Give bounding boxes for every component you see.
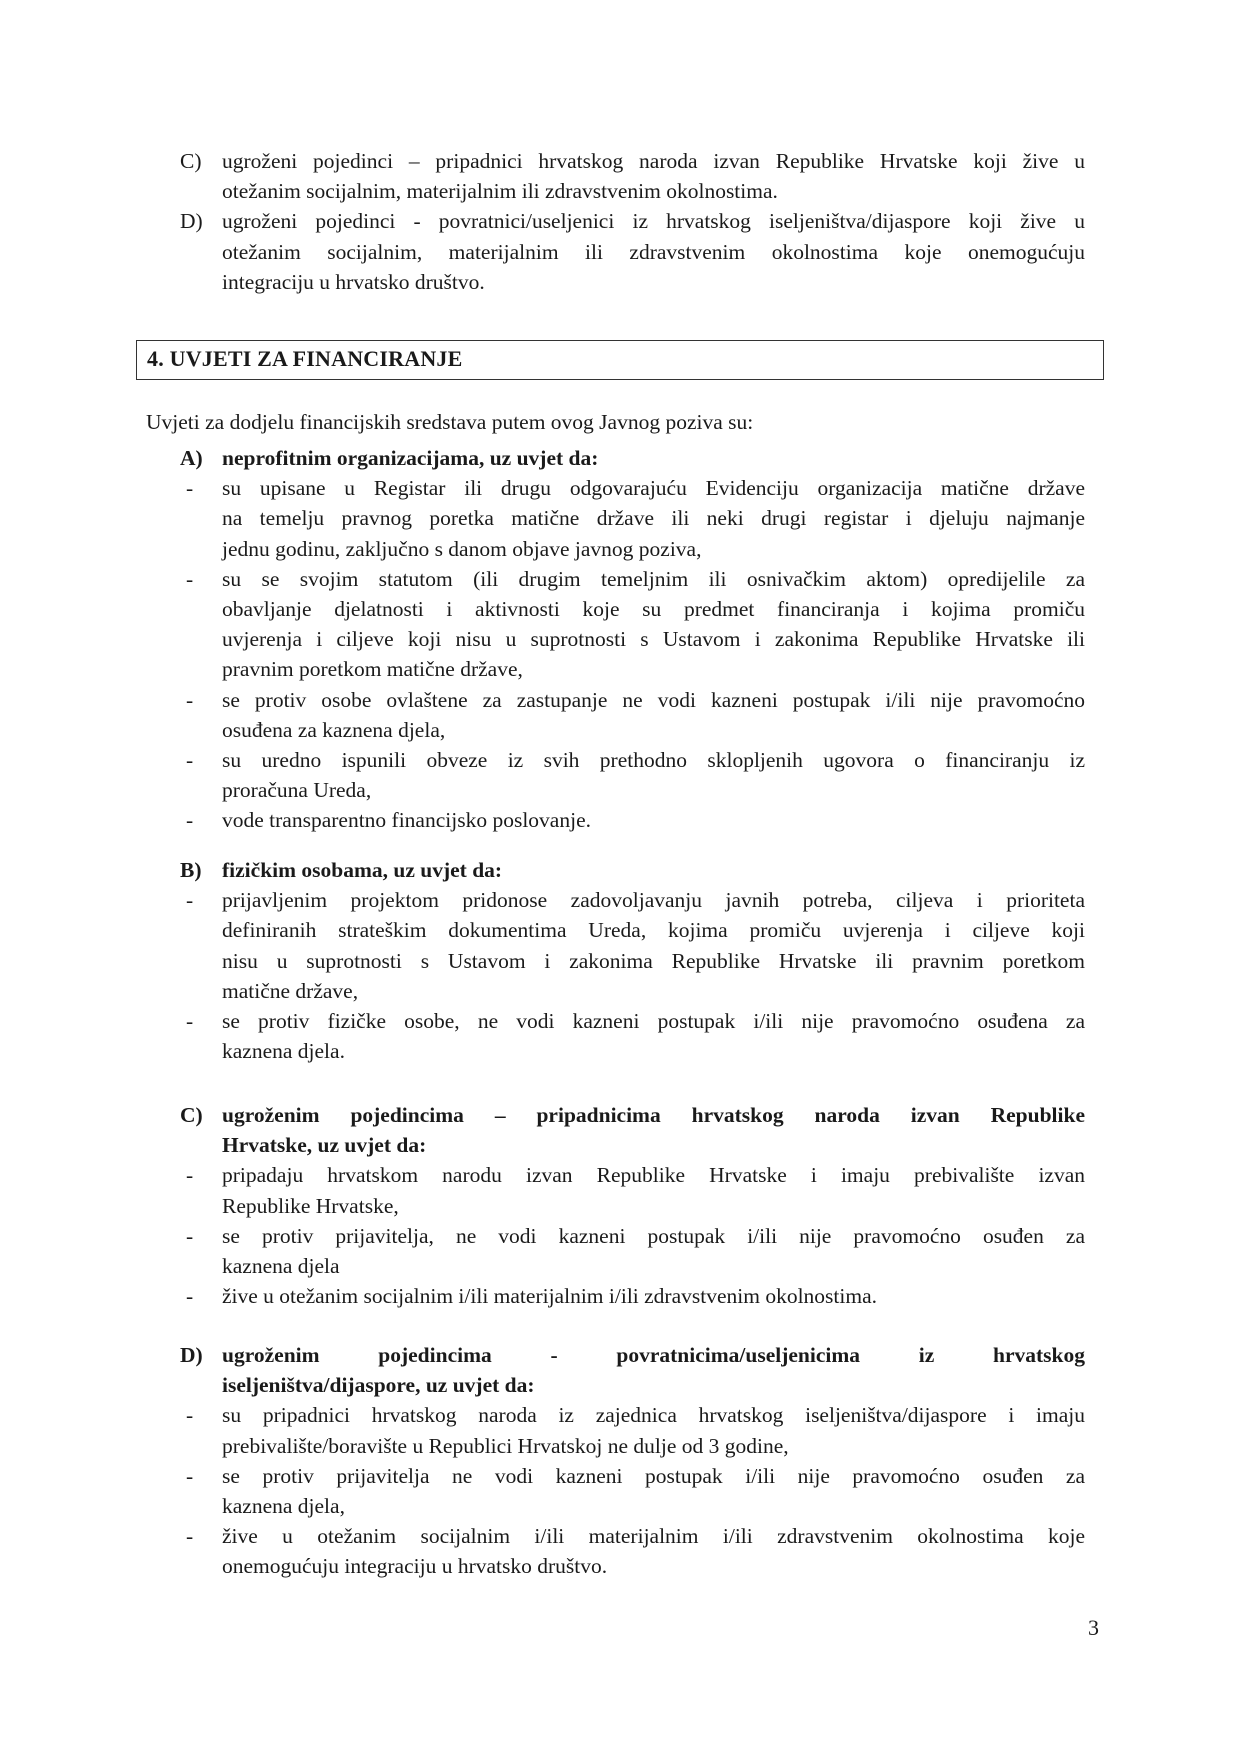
bullet-text-line: se protiv fizičke osobe, ne vodi kazneni postupak i/ili nije pravomoćno osuđena za (222, 1009, 1085, 1033)
group-heading: neprofitnim organizacijama, uz uvjet da: (222, 446, 599, 470)
bullet-text-line: uvjerenja i ciljeve koji nisu u suprotnosti s Ustavom i zakonima Republike Hrvatske ili (222, 627, 1085, 652)
bullet-text-line: su upisane u Registar ili drugu odgovarajuću Evidenciju organizacija matične države (222, 476, 1085, 501)
group-heading: ugroženim pojedincima - povratnicima/useljenicima iz hrvatskog (222, 1343, 1085, 1367)
bullet-dash: - (186, 1463, 194, 1488)
bullet-text-line: matične države, (222, 978, 359, 1003)
bullet-text-line: definiranih strateškim dokumentima Ureda, kojima promiču uvjerenja i ciljeve koji (222, 918, 1085, 943)
bullet-text-line: pravnim poretkom matične države, (222, 657, 523, 682)
bullet-text-line: su se svojim statutom (ili drugim temeljnim ili osnivačkim aktom) opredijelile za (222, 566, 1085, 591)
group-heading: Hrvatske, uz uvjet da: (222, 1133, 427, 1158)
group-label: A) (180, 446, 203, 470)
bullet-text-line: se protiv prijavitelja ne vodi kazneni postupak i/ili nije pravomoćno osuđen za (222, 1463, 1085, 1488)
bullet-text-line: kaznena djela (222, 1254, 340, 1278)
group-heading: ugroženim pojedincima – pripadnicima hrvatskog naroda izvan Republike (222, 1103, 1085, 1127)
bullet-text-line: obavljanje djelatnosti i aktivnosti koje su predmet financiranja i kojima promiču (222, 597, 1085, 621)
bullet-text-line: na temelju pravnog poretka matične države ili neki drugi registar i djeluju najmanje (222, 506, 1085, 531)
group-label: C) (180, 1103, 203, 1127)
bullet-dash: - (186, 888, 194, 913)
bullet-dash: - (186, 566, 194, 591)
item-text-line: integraciju u hrvatsko društvo. (222, 269, 485, 294)
bullet-text-line: Republike Hrvatske, (222, 1193, 399, 1218)
group-label: D) (180, 1343, 203, 1367)
bullet-text-line: proračuna Ureda, (222, 778, 372, 803)
bullet-text-line: onemogućuju integraciju u hrvatsko društvo. (222, 1554, 608, 1579)
group-label: B) (180, 858, 202, 882)
item-label: C) (180, 149, 202, 173)
bullet-dash: - (186, 1009, 194, 1033)
bullet-text-line: osuđena za kaznena djela, (222, 717, 446, 742)
group-heading: fizičkim osobama, uz uvjet da: (222, 858, 503, 882)
bullet-text-line: nisu u suprotnosti s Ustavom i zakonima Republike Hrvatske ili pravnim poretkom (222, 948, 1085, 973)
bullet-dash: - (186, 1524, 194, 1549)
bullet-text-line: kaznena djela, (222, 1494, 345, 1518)
item-text-line: otežanim socijalnim, materijalnim ili zdravstvenim okolnostima koje onemogućuju (222, 239, 1085, 264)
bullet-text-line: se protiv prijavitelja, ne vodi kazneni postupak i/ili nije pravomoćno osuđen za (222, 1223, 1085, 1248)
bullet-dash: - (186, 1163, 194, 1188)
bullet-dash: - (186, 748, 194, 772)
bullet-text-line: prebivalište/boravište u Republici Hrvatskoj ne dulje od 3 godine, (222, 1433, 789, 1458)
bullet-text-line: se protiv osobe ovlaštene za zastupanje ne vodi kazneni postupak i/ili nije pravomoćno (222, 687, 1085, 712)
bullet-text-line: vode transparentno financijsko poslovanje. (222, 808, 591, 833)
bullet-dash: - (186, 476, 194, 501)
bullet-text-line: su pripadnici hrvatskog naroda iz zajednica hrvatskog iseljeništva/dijaspore i imaju (222, 1403, 1085, 1428)
bullet-text-line: žive u otežanim socijalnim i/ili materijalnim i/ili zdravstvenim okolnostima. (222, 1284, 878, 1309)
bullet-text-line: pripadaju hrvatskom narodu izvan Republike Hrvatske i imaju prebivalište izvan (222, 1163, 1085, 1188)
bullet-text-line: prijavljenim projektom pridonose zadovoljavanju javnih potreba, ciljeva i prioriteta (222, 888, 1085, 913)
bullet-dash: - (186, 1223, 194, 1248)
section-title: 4. UVJETI ZA FINANCIRANJE (147, 346, 463, 371)
bullet-dash: - (186, 1403, 194, 1428)
bullet-dash: - (186, 687, 194, 712)
bullet-dash: - (186, 1284, 194, 1309)
page-number: 3 (1088, 1615, 1099, 1640)
bullet-text-line: žive u otežanim socijalnim i/ili materijalnim i/ili zdravstvenim okolnostima koje (222, 1524, 1085, 1549)
bullet-dash: - (186, 808, 194, 833)
bullet-text-line: jednu godinu, zaključno s danom objave javnog poziva, (222, 536, 702, 561)
item-text-line: otežanim socijalnim, materijalnim ili zdravstvenim okolnostima. (222, 179, 778, 204)
group-heading: iseljeništva/dijaspore, uz uvjet da: (222, 1373, 535, 1398)
bullet-text-line: su uredno ispunili obveze iz svih prethodno sklopljenih ugovora o financiranju iz (222, 748, 1085, 772)
section-heading-box (136, 340, 1104, 380)
section-intro: Uvjeti za dodjelu financijskih sredstava putem ovog Javnog poziva su: (146, 410, 754, 434)
item-label: D) (180, 209, 203, 234)
item-text-line: ugroženi pojedinci – pripadnici hrvatskog naroda izvan Republike Hrvatske koji žive u (222, 149, 1085, 173)
item-text-line: ugroženi pojedinci - povratnici/useljenici iz hrvatskog iseljeništva/dijaspore koji žive u (222, 209, 1085, 234)
bullet-text-line: kaznena djela. (222, 1039, 345, 1064)
